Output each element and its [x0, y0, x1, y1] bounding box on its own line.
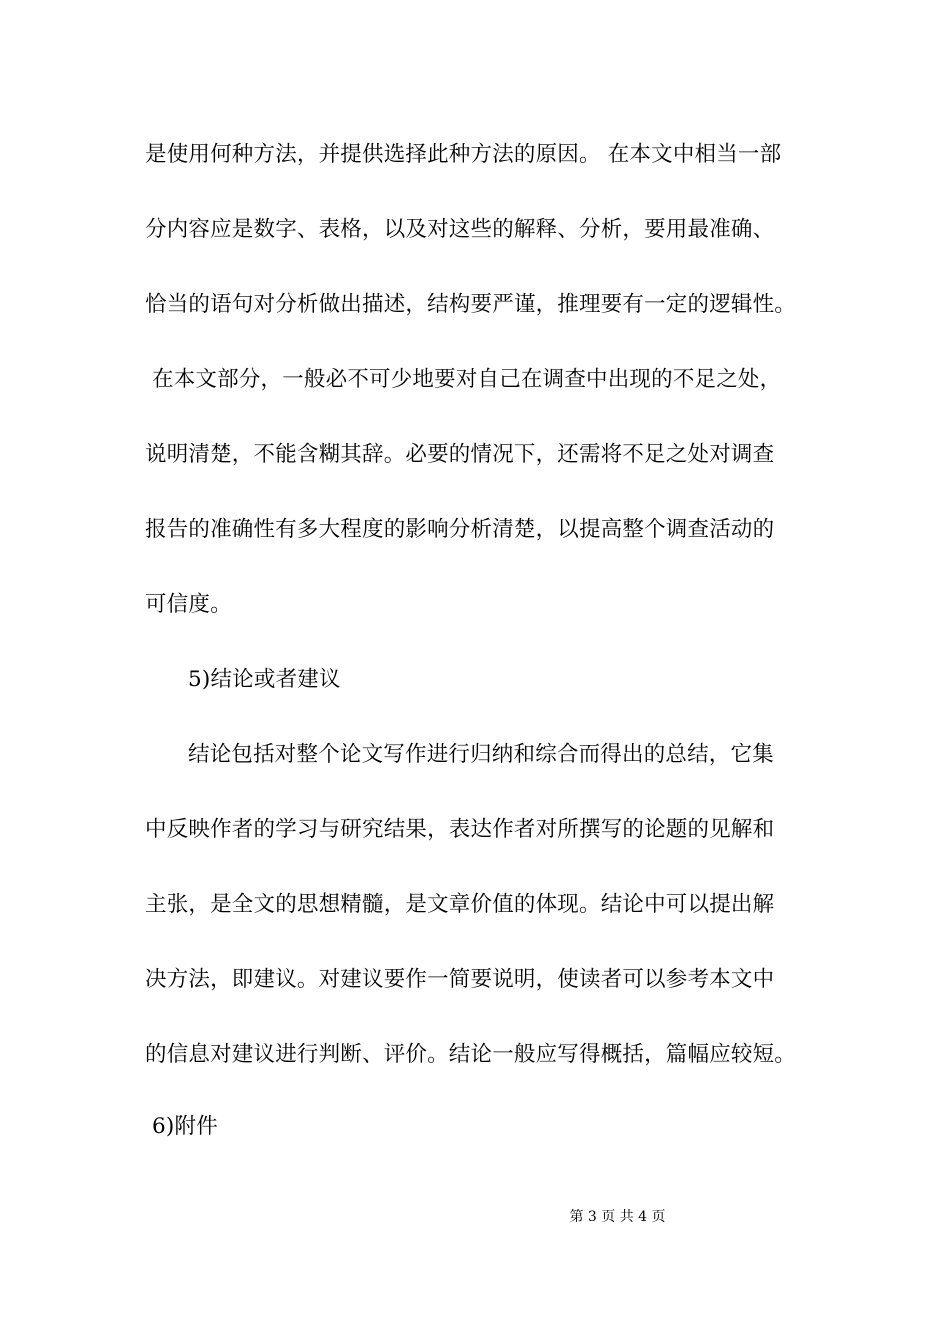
paragraph-line: 是使用何种方法，并提供选择此种方法的原因。 在本文中相当一部 — [145, 142, 782, 167]
paragraph-line: 中反映作者的学习与研究结果，表达作者对所撰写的论题的见解和 — [145, 817, 775, 842]
paragraph-line: 可信度。 — [145, 592, 232, 617]
paragraph-line: 结论包括对整个论文写作进行归纳和综合而得出的总结，它集 — [188, 742, 774, 767]
page-number: 第 3 页 共 4 页 — [569, 1209, 666, 1225]
page-footer — [0, 1207, 950, 1227]
paragraph-line: 分内容应是数字、表格，以及对这些的解释、分析，要用最准确、 — [145, 217, 775, 242]
paragraph-line: 恰当的语句对分析做出描述，结构要严谨，推理要有一定的逻辑性。 — [145, 292, 797, 317]
paragraph-line: 决方法，即建议。对建议要作一简要说明，使读者可以参考本文中 — [145, 967, 775, 992]
section-heading: 6)附件 — [145, 1114, 218, 1139]
paragraph-line: 的信息对建议进行判断、评价。结论一般应写得概括，篇幅应较短。 — [145, 1042, 797, 1067]
paragraph-line: 在本文部分，一般必不可少地要对自己在调查中出现的不足之处， — [145, 367, 782, 392]
paragraph-line: 报告的准确性有多大程度的影响分析清楚，以提高整个调查活动的 — [145, 517, 775, 542]
paragraph-line: 说明清楚，不能含糊其辞。必要的情况下，还需将不足之处对调查 — [145, 442, 775, 467]
paragraph-line: 主张，是全文的思想精髓，是文章价值的体现。结论中可以提出解 — [145, 892, 775, 917]
section-heading: 5)结论或者建议 — [188, 667, 341, 692]
